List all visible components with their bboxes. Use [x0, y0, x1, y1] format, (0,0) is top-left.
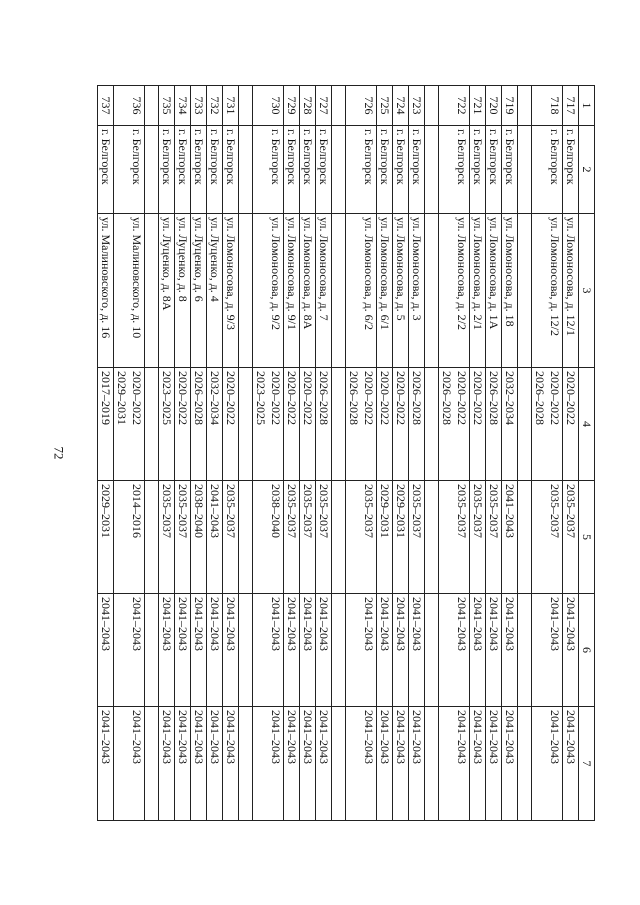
years-cell-7: 2041–2043	[284, 707, 300, 821]
town-cell: г. Белгорск	[563, 126, 579, 214]
years-cell-5: 2029–2031	[377, 481, 393, 594]
years-cell-6: 2041–2043	[175, 594, 191, 707]
years-cell-6: 2041–2043	[346, 594, 377, 707]
spacer-row	[332, 86, 346, 821]
column-header: 7	[579, 707, 595, 821]
years-cell-4	[377, 368, 393, 481]
years-cell-4	[316, 368, 332, 481]
row-number-cell: 736	[114, 86, 145, 126]
empty-cell	[518, 86, 532, 126]
address-cell: ул. Ломоносова, д. 18	[502, 214, 518, 368]
address-cell: ул. Малиновского, д. 10	[114, 214, 145, 368]
years-cell-4	[439, 368, 470, 481]
table-row	[439, 86, 470, 821]
address-cell: ул. Ломоносова, д. 12/2	[532, 214, 563, 368]
years-cell-4	[253, 368, 284, 481]
years-cell-7: 2041–2043	[393, 707, 409, 821]
year-range: 2026–2028	[347, 371, 361, 425]
row-number-cell: 721	[470, 86, 486, 126]
years-cell-4	[346, 368, 377, 481]
town-cell: г. Белгорск	[159, 126, 175, 214]
page-number: 72	[51, 446, 67, 460]
years-cell-6: 2041–2043	[393, 594, 409, 707]
years-cell-6: 2041–2043	[191, 594, 207, 707]
years-cell-7: 2041–2043	[175, 707, 191, 821]
year-range: 2026–2028	[487, 371, 501, 425]
empty-cell	[518, 707, 532, 821]
column-header: 1	[579, 86, 595, 126]
table-row	[253, 86, 284, 821]
table-row	[114, 86, 145, 821]
row-number-cell: 719	[502, 86, 518, 126]
empty-cell	[239, 86, 253, 126]
years-cell-5: 2035–2037	[439, 481, 470, 594]
table-row	[486, 86, 502, 821]
column-header: 3	[579, 214, 595, 368]
address-cell: ул. Ломоносова, д. 5	[393, 214, 409, 368]
years-cell-6: 2041–2043	[300, 594, 316, 707]
years-cell-6: 2041–2043	[486, 594, 502, 707]
table-row	[532, 86, 563, 821]
row-number-cell: 726	[346, 86, 377, 126]
row-number-cell: 724	[393, 86, 409, 126]
years-cell-7: 2041–2043	[159, 707, 175, 821]
years-cell-7: 2041–2043	[114, 707, 145, 821]
years-cell-4	[470, 368, 486, 481]
empty-cell	[239, 594, 253, 707]
years-cell-5: 2029–2031	[393, 481, 409, 594]
empty-cell	[425, 126, 439, 214]
spacer-row	[145, 86, 159, 821]
table-row	[159, 86, 175, 821]
years-cell-4	[98, 368, 114, 481]
years-cell-7: 2041–2043	[563, 707, 579, 821]
years-cell-4	[409, 368, 425, 481]
years-cell-7: 2041–2043	[191, 707, 207, 821]
address-cell: ул. Луценко, д. 4	[207, 214, 223, 368]
year-range: 2026–2028	[533, 371, 547, 425]
years-cell-4	[284, 368, 300, 481]
years-cell-5: 2035–2037	[159, 481, 175, 594]
table-row	[393, 86, 409, 821]
address-cell: ул. Ломоносова, д. 9/1	[284, 214, 300, 368]
row-number-cell: 723	[409, 86, 425, 126]
table-row	[409, 86, 425, 821]
years-cell-5: 2035–2037	[300, 481, 316, 594]
town-cell: г. Белгорск	[439, 126, 470, 214]
town-cell: г. Белгорск	[532, 126, 563, 214]
years-cell-7: 2041–2043	[316, 707, 332, 821]
years-cell-5: 2014–2016	[114, 481, 145, 594]
years-cell-5: 2035–2037	[470, 481, 486, 594]
years-cell-4	[159, 368, 175, 481]
row-number-cell: 728	[300, 86, 316, 126]
empty-cell	[425, 368, 439, 481]
years-cell-5: 2035–2037	[563, 481, 579, 594]
address-cell: ул. Ломоносова, д. 9/3	[223, 214, 239, 368]
years-cell-7: 2041–2043	[439, 707, 470, 821]
address-cell: ул. Ломоносова, д. 6/1	[377, 214, 393, 368]
year-range: 2020–2022	[378, 371, 392, 425]
empty-cell	[239, 481, 253, 594]
empty-cell	[425, 707, 439, 821]
table-row	[175, 86, 191, 821]
empty-cell	[425, 594, 439, 707]
town-cell: г. Белгорск	[502, 126, 518, 214]
years-cell-5: 2038–2040	[253, 481, 284, 594]
years-cell-5: 2035–2037	[486, 481, 502, 594]
year-range: 2017–2019	[99, 371, 113, 425]
empty-cell	[145, 86, 159, 126]
town-cell: г. Белгорск	[486, 126, 502, 214]
years-cell-5: 2035–2037	[223, 481, 239, 594]
year-range: 2032–2034	[503, 371, 517, 425]
empty-cell	[239, 707, 253, 821]
years-cell-5: 2035–2037	[284, 481, 300, 594]
year-range: 2023–2025	[160, 371, 174, 425]
years-cell-7: 2041–2043	[470, 707, 486, 821]
empty-cell	[145, 707, 159, 821]
year-range: 2020–2022	[224, 371, 238, 425]
years-cell-4	[175, 368, 191, 481]
years-cell-6: 2041–2043	[563, 594, 579, 707]
town-cell: г. Белгорск	[223, 126, 239, 214]
town-cell: г. Белгорск	[377, 126, 393, 214]
row-number-cell: 737	[98, 86, 114, 126]
years-cell-6: 2041–2043	[316, 594, 332, 707]
column-header: 2	[579, 126, 595, 214]
years-cell-7: 2041–2043	[223, 707, 239, 821]
table-row	[563, 86, 579, 821]
address-cell: ул. Ломоносова, д. 2/2	[439, 214, 470, 368]
address-cell: ул. Ломоносова, д. 6/2	[346, 214, 377, 368]
years-cell-6: 2041–2043	[284, 594, 300, 707]
town-cell: г. Белгорск	[346, 126, 377, 214]
years-cell-4	[486, 368, 502, 481]
spacer-row	[518, 86, 532, 821]
empty-cell	[239, 126, 253, 214]
table-row	[207, 86, 223, 821]
year-range: 2026–2028	[192, 371, 206, 425]
years-cell-4	[393, 368, 409, 481]
address-cell: ул. Ломоносова, д. 12/1	[563, 214, 579, 368]
address-cell: ул. Луценко, д. 6	[191, 214, 207, 368]
years-cell-6: 2041–2043	[253, 594, 284, 707]
empty-cell	[145, 214, 159, 368]
years-cell-4	[207, 368, 223, 481]
address-cell: ул. Луценко, д. 8А	[159, 214, 175, 368]
empty-cell	[425, 481, 439, 594]
table-row	[377, 86, 393, 821]
address-cell: ул. Ломоносова, д. 9/2	[253, 214, 284, 368]
row-number-cell: 725	[377, 86, 393, 126]
year-range: 2020–2022	[471, 371, 485, 425]
row-number-cell: 730	[253, 86, 284, 126]
years-cell-6: 2041–2043	[532, 594, 563, 707]
years-cell-6: 2041–2043	[439, 594, 470, 707]
years-cell-4	[563, 368, 579, 481]
years-cell-5: 2041–2043	[207, 481, 223, 594]
years-cell-7: 2041–2043	[377, 707, 393, 821]
years-cell-4	[532, 368, 563, 481]
year-range: 2026–2028	[410, 371, 424, 425]
years-cell-7: 2041–2043	[502, 707, 518, 821]
year-range: 2029–2031	[115, 371, 129, 425]
years-cell-7: 2041–2043	[409, 707, 425, 821]
years-cell-5: 2035–2037	[346, 481, 377, 594]
year-range: 2020–2022	[394, 371, 408, 425]
empty-cell	[332, 86, 346, 126]
table-row	[191, 86, 207, 821]
year-range: 2020–2022	[362, 371, 376, 425]
row-number-cell: 718	[532, 86, 563, 126]
year-range: 2032–2034	[208, 371, 222, 425]
empty-cell	[518, 594, 532, 707]
header-row	[579, 86, 595, 821]
years-cell-5: 2035–2037	[409, 481, 425, 594]
row-number-cell: 722	[439, 86, 470, 126]
empty-cell	[425, 214, 439, 368]
town-cell: г. Белгорск	[253, 126, 284, 214]
year-range: 2020–2022	[285, 371, 299, 425]
town-cell: г. Белгорск	[284, 126, 300, 214]
empty-cell	[332, 126, 346, 214]
years-cell-6: 2041–2043	[223, 594, 239, 707]
schedule-table	[97, 85, 595, 821]
empty-cell	[239, 214, 253, 368]
years-cell-6: 2041–2043	[502, 594, 518, 707]
town-cell: г. Белгорск	[175, 126, 191, 214]
table-row	[223, 86, 239, 821]
empty-cell	[145, 126, 159, 214]
empty-cell	[332, 481, 346, 594]
table-row	[502, 86, 518, 821]
address-cell: ул. Ломоносова, д. 7	[316, 214, 332, 368]
years-cell-7: 2041–2043	[253, 707, 284, 821]
empty-cell	[518, 126, 532, 214]
town-cell: г. Белгорск	[98, 126, 114, 214]
row-number-cell: 729	[284, 86, 300, 126]
years-cell-4	[502, 368, 518, 481]
table-container	[99, 85, 595, 820]
row-number-cell: 735	[159, 86, 175, 126]
years-cell-5: 2029–2031	[98, 481, 114, 594]
empty-cell	[425, 86, 439, 126]
years-cell-6: 2041–2043	[377, 594, 393, 707]
town-cell: г. Белгорск	[470, 126, 486, 214]
table-row	[284, 86, 300, 821]
year-range: 2020–2022	[455, 371, 469, 425]
year-range: 2023–2025	[254, 371, 268, 425]
year-range: 2020–2022	[269, 371, 283, 425]
address-cell: ул. Ломоносова, д. 8А	[300, 214, 316, 368]
empty-cell	[518, 214, 532, 368]
row-number-cell: 717	[563, 86, 579, 126]
empty-cell	[239, 368, 253, 481]
address-cell: ул. Луценко, д. 8	[175, 214, 191, 368]
years-cell-5: 2035–2037	[316, 481, 332, 594]
years-cell-6: 2041–2043	[470, 594, 486, 707]
address-cell: ул. Ломоносова, д. 1А	[486, 214, 502, 368]
row-number-cell: 733	[191, 86, 207, 126]
years-cell-5: 2038–2040	[191, 481, 207, 594]
town-cell: г. Белгорск	[393, 126, 409, 214]
empty-cell	[332, 594, 346, 707]
row-number-cell: 731	[223, 86, 239, 126]
table-row	[98, 86, 114, 821]
address-cell: ул. Ломоносова, д. 2/1	[470, 214, 486, 368]
year-range: 2026–2028	[440, 371, 454, 425]
empty-cell	[145, 594, 159, 707]
table-row	[470, 86, 486, 821]
empty-cell	[145, 368, 159, 481]
years-cell-4	[300, 368, 316, 481]
column-header: 4	[579, 368, 595, 481]
town-cell: г. Белгорск	[316, 126, 332, 214]
empty-cell	[518, 368, 532, 481]
year-range: 2020–2022	[301, 371, 315, 425]
years-cell-4	[114, 368, 145, 481]
year-range: 2020–2022	[176, 371, 190, 425]
years-cell-6: 2041–2043	[207, 594, 223, 707]
row-number-cell: 720	[486, 86, 502, 126]
table-row	[316, 86, 332, 821]
years-cell-6: 2041–2043	[114, 594, 145, 707]
years-cell-6: 2041–2043	[159, 594, 175, 707]
years-cell-7: 2041–2043	[98, 707, 114, 821]
address-cell: ул. Ломоносова, д. 3	[409, 214, 425, 368]
empty-cell	[518, 481, 532, 594]
years-cell-4	[223, 368, 239, 481]
town-cell: г. Белгорск	[207, 126, 223, 214]
years-cell-7: 2041–2043	[300, 707, 316, 821]
row-number-cell: 727	[316, 86, 332, 126]
years-cell-6: 2041–2043	[98, 594, 114, 707]
year-range: 2020–2022	[548, 371, 562, 425]
years-cell-5: 2035–2037	[532, 481, 563, 594]
town-cell: г. Белгорск	[114, 126, 145, 214]
years-cell-7: 2041–2043	[207, 707, 223, 821]
column-header: 6	[579, 594, 595, 707]
spacer-row	[425, 86, 439, 821]
spacer-row	[239, 86, 253, 821]
years-cell-4	[191, 368, 207, 481]
town-cell: г. Белгорск	[191, 126, 207, 214]
row-number-cell: 734	[175, 86, 191, 126]
empty-cell	[332, 707, 346, 821]
year-range: 2020–2022	[130, 371, 144, 425]
years-cell-7: 2041–2043	[532, 707, 563, 821]
years-cell-7: 2041–2043	[486, 707, 502, 821]
town-cell: г. Белгорск	[300, 126, 316, 214]
row-number-cell: 732	[207, 86, 223, 126]
year-range: 2020–2022	[564, 371, 578, 425]
table-row	[346, 86, 377, 821]
address-cell: ул. Малиновского, д. 16	[98, 214, 114, 368]
years-cell-5: 2035–2037	[175, 481, 191, 594]
year-range: 2026–2028	[317, 371, 331, 425]
empty-cell	[332, 368, 346, 481]
table-row	[300, 86, 316, 821]
years-cell-6: 2041–2043	[409, 594, 425, 707]
years-cell-5: 2041–2043	[502, 481, 518, 594]
column-header: 5	[579, 481, 595, 594]
empty-cell	[332, 214, 346, 368]
town-cell: г. Белгорск	[409, 126, 425, 214]
years-cell-7: 2041–2043	[346, 707, 377, 821]
empty-cell	[145, 481, 159, 594]
